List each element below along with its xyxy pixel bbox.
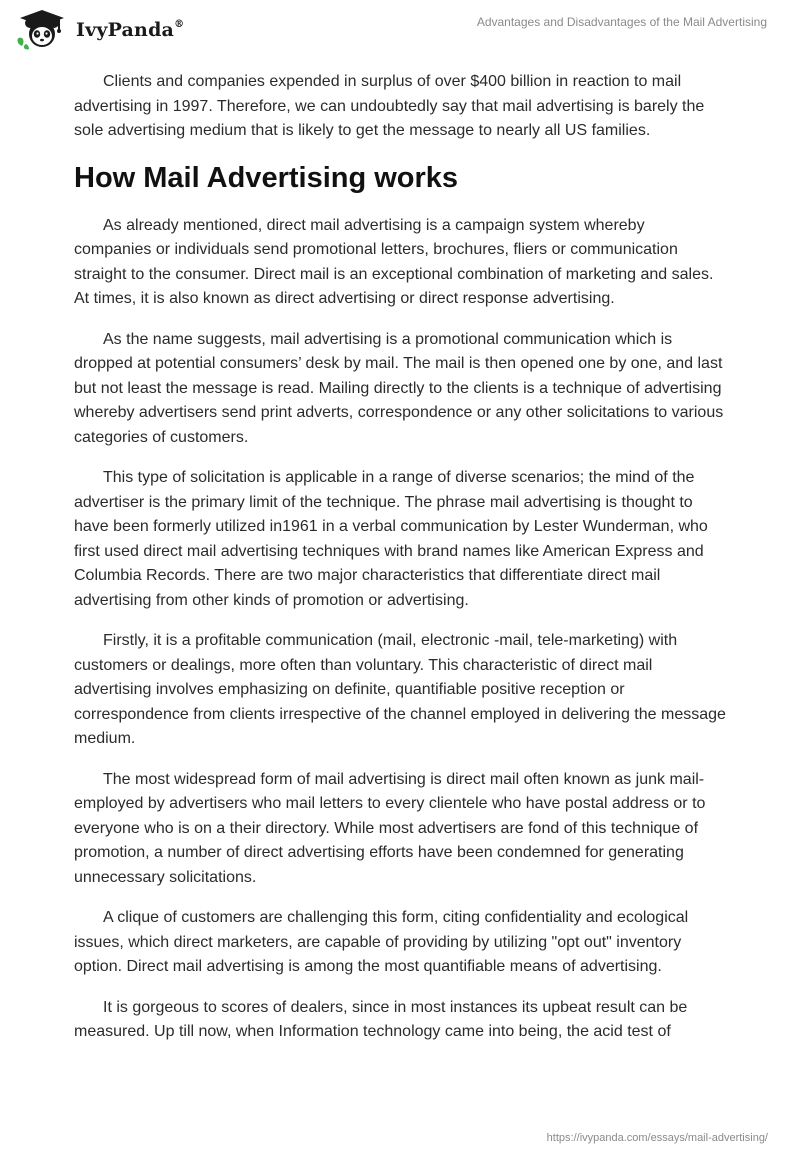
paragraph-5: The most widespread form of mail advertising is direct mail often known as junk mail-employed by advertisers who mail letters to every clientele who have postal address or to everyone who is on a their directory. While most advertisers are fond of this technique of promotion, a number of direct advertising efforts have been condemned for generating unnecessary solicitations. [74, 770, 706, 886]
section-heading: How Mail Advertising works [74, 161, 459, 194]
article-body [74, 70, 726, 1061]
paragraph-2: As the name suggests, mail advertising is a promotional communication which is dropped at potential consumers’ desk by mail. The mail is then opened one by one, and last but not least the message is read. Mailing directly to the clients is a technique of advertising whereby advertisers send print adverts, correspondence or any other solicitations to various categories of customers. [74, 330, 724, 446]
paragraph-3: This type of solicitation is applicable in a range of diverse scenarios; the mind of the advertiser is the primary limit of the technique. The phrase mail advertising is thought to have been formerly utilized in1961 in a verbal communication by Lester Wunderman, who first used direct mail advertising techniques with brand names like American Express and Columbia Records. There are two major characteristics that differentiate direct mail advertising from other kinds of promotion or advertising. [74, 469, 708, 609]
paragraph-1: As already mentioned, direct mail advertising is a campaign system whereby companies or individuals send promotional letters, brochures, fliers or communication straight to the consumer. Direct mail is an exceptional combination of marketing and sales. At times, it is also known as direct advertising or direct response advertising. [74, 216, 714, 307]
paragraph-6: A clique of customers are challenging this form, citing confidentiality and ecological issues, which direct marketers, are capable of providing by utilizing "opt out" inventory option. Direct mail advertising is among the most quantifiable means of advertising. [74, 909, 689, 975]
intro-paragraph: Clients and companies expended in surplus of over $400 billion in reaction to mail advertising in 1997. Therefore, we can undoubtedly say that mail advertising is barely the sole advertising medium that is likely to get the message to nearly all US families. [74, 73, 705, 139]
document-title: Advantages and Disadvantages of the Mail Advertising [476, 15, 767, 29]
paragraph-4: Firstly, it is a profitable communication (mail, electronic -mail, tele-marketing) with customers or dealings, more often than voluntary. This characteristic of direct mail advertising involves emphasizing on definite, quantifiable positive reception or correspondence from clients irrespective of the channel employed in delivering the message medium. [74, 632, 726, 747]
source-url[interactable]: https://ivypanda.com/essays/mail-advertising/ [546, 1132, 768, 1144]
panda-logo-icon [14, 8, 70, 52]
brand-name: IvyPanda® [76, 18, 185, 41]
page-header [0, 0, 800, 70]
ivypanda-logo[interactable] [14, 8, 184, 52]
paragraph-7: It is gorgeous to scores of dealers, since in most instances its upbeat result can be measured. Up till now, when Information technology came into being, the acid test of [74, 998, 688, 1040]
